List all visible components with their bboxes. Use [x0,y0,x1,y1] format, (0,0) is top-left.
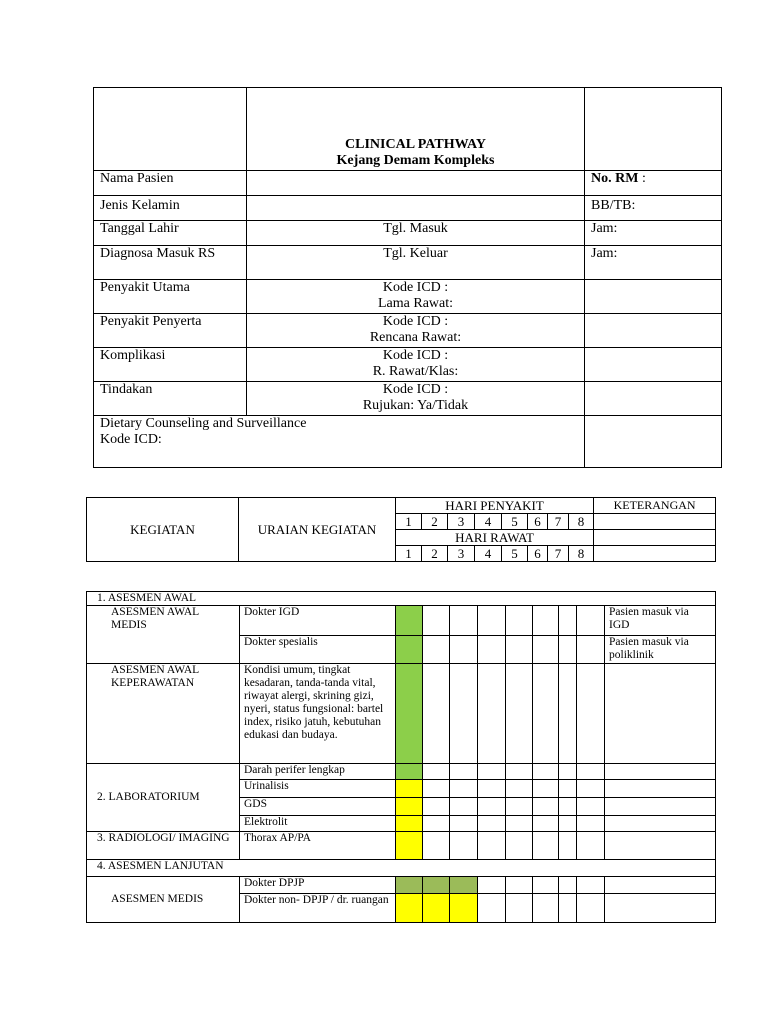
day-cell-optional[interactable] [396,816,423,832]
day-cell[interactable] [478,636,506,664]
no-rm-colon: : [638,171,646,186]
label-kode-icd: Kode ICD : [382,314,449,329]
field-penyakit-penyerta-right[interactable] [585,314,722,348]
day-cell[interactable] [506,636,533,664]
label-asesmen-medis: ASESMEN MEDIS [87,877,240,923]
day-number: 1 [396,546,422,562]
cell-kode-icd-3 [247,348,585,382]
day-cell[interactable] [478,816,506,832]
cell-dietary [94,416,585,468]
activity-elektrolit: Elektrolit [240,816,396,832]
keterangan-blank [605,798,716,816]
header-uraian: URAIAN KEGIATAN [239,498,396,562]
day-cell[interactable] [450,832,478,860]
day-cell[interactable] [450,636,478,664]
day-cell[interactable] [450,780,478,798]
day-cell[interactable] [506,832,533,860]
day-cell[interactable] [533,764,559,780]
day-number: 1 [396,514,422,530]
day-cell-optional[interactable] [423,894,450,923]
day-number: 8 [569,514,594,530]
field-dietary-right[interactable] [585,416,722,468]
day-cell[interactable] [577,894,605,923]
section-asesmen-lanjutan: 4. ASESMEN LANJUTAN [87,860,716,877]
day-number: 2 [422,514,448,530]
day-number: 6 [528,514,548,530]
label-kode-icd: Kode ICD : [382,348,449,363]
day-cell[interactable] [423,764,450,780]
header-hari-rawat: HARI RAWAT [396,530,594,546]
day-cell[interactable] [506,798,533,816]
field-komplikasi-right[interactable] [585,348,722,382]
day-number: 3 [448,546,475,562]
day-number: 6 [528,546,548,562]
day-cell[interactable] [533,894,559,923]
field-penyakit-utama-right[interactable] [585,280,722,314]
header-right-cell [585,88,722,171]
day-cell[interactable] [478,877,506,894]
day-cell[interactable] [506,816,533,832]
day-cell[interactable] [577,780,605,798]
day-cell-optional[interactable] [396,780,423,798]
label-jam-keluar: Jam: [585,246,722,280]
label-penyakit-utama: Penyakit Utama [94,280,247,314]
day-cell[interactable] [506,664,533,764]
field-jenis-kelamin[interactable] [247,196,585,221]
keterangan-blank [605,664,716,764]
day-cell-checked[interactable] [396,664,423,764]
day-cell[interactable] [423,780,450,798]
day-cell[interactable] [478,764,506,780]
label-lama-rawat: Lama Rawat: [377,296,454,311]
day-number: 4 [475,514,502,530]
header-keterangan: KETERANGAN [594,498,716,514]
title-cell [247,88,585,171]
keterangan-igd: Pasien masuk via IGD [605,606,716,636]
day-cell[interactable] [533,832,559,860]
day-cell[interactable] [478,780,506,798]
activity-dokter-igd: Dokter IGD [240,606,396,636]
day-cell[interactable] [559,816,577,832]
patient-info-table [93,87,722,468]
label-tanggal-lahir: Tanggal Lahir [94,221,247,246]
keterangan-blank [605,780,716,798]
day-cell[interactable] [559,798,577,816]
pathway-table [86,591,716,923]
day-cell[interactable] [559,664,577,764]
day-cell[interactable] [533,877,559,894]
keterangan-blank [594,530,716,546]
keterangan-poliklinik: Pasien masuk via poliklinik [605,636,716,664]
keterangan-blank [605,832,716,860]
label-r-rawat: R. Rawat/Klas: [372,364,459,379]
day-cell[interactable] [478,606,506,636]
day-number: 2 [422,546,448,562]
day-cell-checked[interactable] [396,764,423,780]
field-tindakan-right[interactable] [585,382,722,416]
day-cell[interactable] [423,798,450,816]
day-cell[interactable] [423,636,450,664]
day-cell-checked[interactable] [423,877,450,894]
header-kegiatan: KEGIATAN [87,498,239,562]
label-diagnosa: Diagnosa Masuk RS [94,246,247,280]
day-cell[interactable] [423,832,450,860]
keterangan-blank [605,894,716,923]
day-cell[interactable] [450,798,478,816]
day-cell-checked[interactable] [396,877,423,894]
day-cell[interactable] [577,832,605,860]
day-cell[interactable] [506,780,533,798]
day-cell[interactable] [478,894,506,923]
page-title: CLINICAL PATHWAY [345,137,486,152]
section-laboratorium: 2. LABORATORIUM [87,764,240,832]
day-number: 4 [475,546,502,562]
day-cell[interactable] [423,606,450,636]
day-cell[interactable] [559,877,577,894]
label-tgl-masuk: Tgl. Masuk [247,221,585,246]
activity-dokter-non-dpjp: Dokter non- DPJP / dr. ruangan [240,894,396,923]
day-cell[interactable] [423,816,450,832]
day-cell[interactable] [533,664,559,764]
day-cell-optional[interactable] [396,832,423,860]
activity-darah: Darah perifer lengkap [240,764,396,780]
label-komplikasi: Komplikasi [94,348,247,382]
day-cell[interactable] [559,832,577,860]
day-cell[interactable] [478,664,506,764]
day-cell[interactable] [423,664,450,764]
activity-header-table [86,497,716,562]
label-kode-icd: Kode ICD : [382,382,449,397]
day-number: 5 [502,514,528,530]
day-cell[interactable] [533,606,559,636]
day-cell[interactable] [450,606,478,636]
day-cell[interactable] [533,816,559,832]
cell-kode-icd-4 [247,382,585,416]
label-bb-tb: BB/TB: [585,196,722,221]
activity-gds: GDS [240,798,396,816]
activity-urinalisis: Urinalisis [240,780,396,798]
label-no-rm: No. RM [591,171,639,186]
day-cell[interactable] [506,877,533,894]
label-jam-masuk: Jam: [585,221,722,246]
day-cell[interactable] [450,664,478,764]
day-cell-optional[interactable] [396,798,423,816]
cell-kode-icd-1 [247,280,585,314]
day-number: 5 [502,546,528,562]
day-cell[interactable] [506,894,533,923]
day-cell[interactable] [450,764,478,780]
day-cell-checked[interactable] [396,606,423,636]
label-nama-pasien: Nama Pasien [94,171,247,196]
label-jenis-kelamin: Jenis Kelamin [94,196,247,221]
day-cell[interactable] [506,764,533,780]
label-asesmen-awal-medis: ASESMEN AWAL MEDIS [87,606,240,664]
keterangan-blank [594,514,716,530]
logo-cell [94,88,247,171]
day-cell[interactable] [478,832,506,860]
day-cell-optional[interactable] [396,894,423,923]
day-cell[interactable] [533,798,559,816]
day-cell[interactable] [533,636,559,664]
day-cell-checked[interactable] [450,877,478,894]
day-cell[interactable] [577,764,605,780]
day-cell[interactable] [577,606,605,636]
keterangan-blank [605,764,716,780]
keterangan-blank [605,816,716,832]
keterangan-blank [594,546,716,562]
day-cell[interactable] [577,816,605,832]
day-cell[interactable] [559,636,577,664]
header-hari-penyakit: HARI PENYAKIT [396,498,594,514]
day-cell[interactable] [559,780,577,798]
section-radiologi: 3. RADIOLOGI/ IMAGING [87,832,240,860]
day-cell[interactable] [533,780,559,798]
cell-kode-icd-2 [247,314,585,348]
day-cell[interactable] [478,798,506,816]
label-rencana-rawat: Rencana Rawat: [369,330,462,345]
keterangan-blank [605,877,716,894]
day-cell[interactable] [577,798,605,816]
activity-keperawatan-desc: Kondisi umum, tingkat kesadaran, tanda-tanda vital, riwayat alergi, skrining gizi, nyeri, status fungsional: bartel index, risiko jatuh, kebutuhan edukasi dan budaya. [240,664,396,764]
day-number: 7 [548,546,569,562]
label-kode-icd: Kode ICD: [100,432,162,447]
day-cell[interactable] [577,636,605,664]
label-kode-icd: Kode ICD : [382,280,449,295]
day-number: 8 [569,546,594,562]
label-penyakit-penyerta: Penyakit Penyerta [94,314,247,348]
day-cell[interactable] [559,894,577,923]
day-cell[interactable] [506,606,533,636]
activity-dokter-spesialis: Dokter spesialis [240,636,396,664]
day-cell-checked[interactable] [396,636,423,664]
field-no-rm[interactable] [585,171,722,196]
day-cell[interactable] [577,877,605,894]
day-cell[interactable] [559,606,577,636]
page-subtitle: Kejang Demam Kompleks [336,153,495,168]
day-cell-optional[interactable] [450,894,478,923]
label-asesmen-awal-keperawatan: ASESMEN AWAL KEPERAWATAN [87,664,240,764]
day-cell[interactable] [559,764,577,780]
activity-dokter-dpjp: Dokter DPJP [240,877,396,894]
day-number: 7 [548,514,569,530]
label-rujukan: Rujukan: Ya/Tidak [362,398,469,413]
label-tgl-keluar: Tgl. Keluar [247,246,585,280]
activity-thorax: Thorax AP/PA [240,832,396,860]
day-cell[interactable] [450,816,478,832]
section-asesmen-awal: 1. ASESMEN AWAL [87,592,716,606]
day-number: 3 [448,514,475,530]
label-tindakan: Tindakan [94,382,247,416]
field-nama-pasien[interactable] [247,171,585,196]
day-cell[interactable] [577,664,605,764]
label-dietary: Dietary Counseling and Surveillance [100,416,307,431]
